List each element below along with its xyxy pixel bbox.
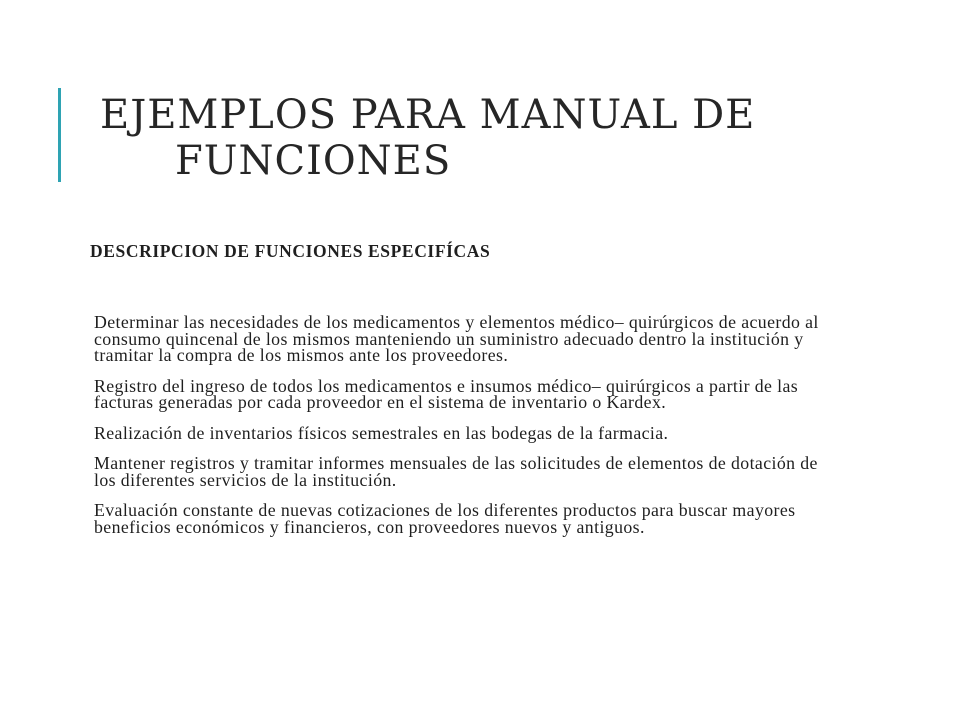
function-item: Registro del ingreso de todos los medicamentos e insumos médico– quirúrgicos a partir de las facturas generadas por cada proveedor en el sistema de inventario o Kardex.: [94, 375, 799, 412]
slide-title-line-1: EJEMPLOS PARA MANUAL DE: [100, 92, 756, 138]
function-item: Mantener registros y tramitar informes mensuales de las solicitudes de elementos de dotación de los diferentes servicios de la institución.: [94, 453, 818, 490]
slide-title-line-2: FUNCIONES: [175, 138, 452, 184]
slide-title: [100, 92, 900, 184]
function-item: Determinar las necesidades de los medicamentos y elementos médico– quirúrgicos de acuerdo al consumo quincenal de los mismos manteniendo un suministro adecuado dentro la institución y tramitar la compra de los mismos ante los proveedores.: [94, 312, 819, 365]
functions-list: [94, 314, 834, 549]
section-subtitle: DESCRIPCION DE FUNCIONES ESPECIFÍCAS: [90, 241, 491, 261]
title-accent-bar: [58, 88, 61, 182]
function-item: Realización de inventarios físicos semestrales en las bodegas de la farmacia.: [94, 422, 669, 443]
function-item: Evaluación constante de nuevas cotizaciones de los diferentes productos para buscar mayores beneficios económicos y financieros, con proveedores nuevos y antiguos.: [94, 500, 796, 537]
